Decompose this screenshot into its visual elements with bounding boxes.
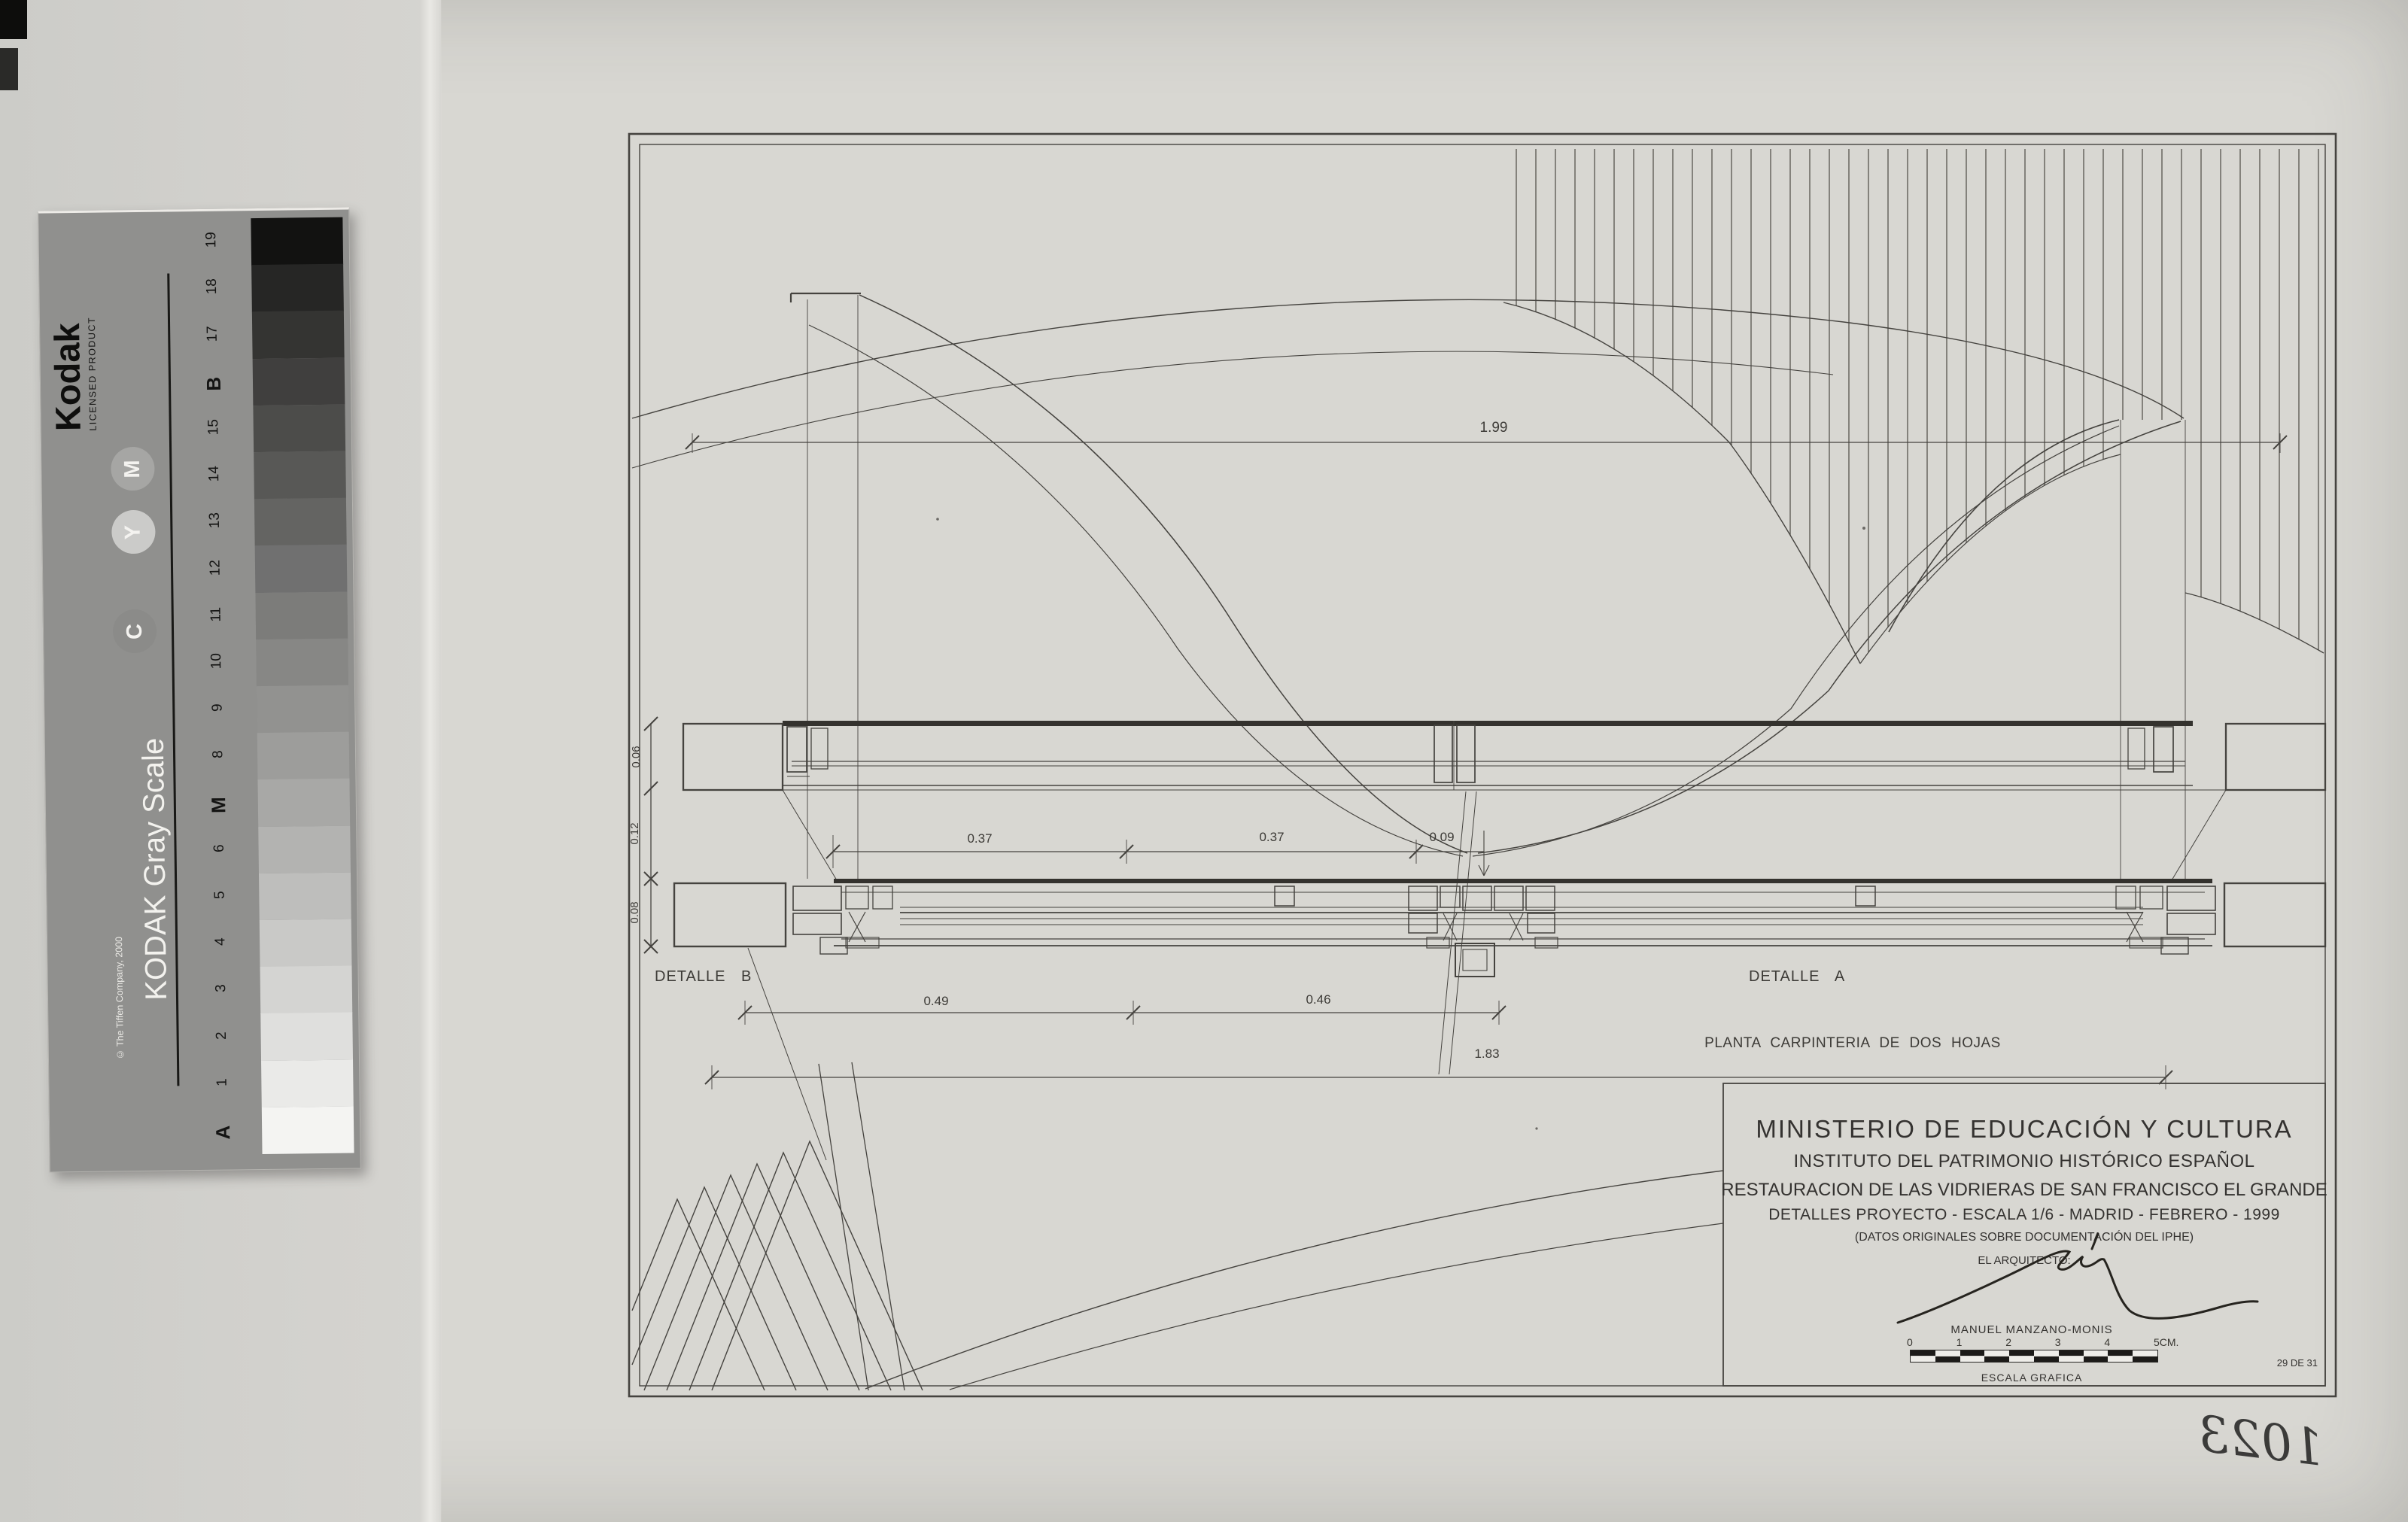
- dim-depth-top: 0.06: [630, 746, 643, 768]
- step-label-4: 4: [212, 937, 229, 946]
- scale-tick-5: 5CM.: [2154, 1336, 2179, 1348]
- scale-cell: [2133, 1350, 2157, 1356]
- label-detalle-a: DETALLE A: [1749, 968, 1846, 985]
- step-label-13: 13: [207, 512, 223, 529]
- dim-leaf-right: 0.46: [1306, 992, 1331, 1007]
- kodak-brand-logo: Kodak: [47, 323, 88, 432]
- label-plan-caption: PLANTA CARPINTERIA DE DOS HOJAS: [1704, 1035, 2001, 1051]
- dim-leaf-left: 0.49: [923, 994, 949, 1008]
- gray-scale-title: KODAK Gray Scale: [136, 737, 174, 1001]
- pier-moulding-chevrons: [632, 948, 923, 1390]
- step-label-15: 15: [205, 418, 222, 436]
- step-label-M: M: [207, 796, 230, 813]
- scale-cell: [1960, 1356, 1985, 1362]
- scale-tick-3: 3: [2054, 1336, 2061, 1348]
- architect-label: EL ARQUITECTO:: [1978, 1254, 2071, 1267]
- scale-cell: [1935, 1350, 1960, 1356]
- dim-center-gap: 0.09: [1429, 830, 1455, 844]
- label-detalle-b: DETALLE B: [655, 968, 752, 985]
- scale-cell: [1960, 1350, 1985, 1356]
- step-label-12: 12: [207, 559, 224, 576]
- graphic-scale-bar: [1907, 1336, 2179, 1383]
- dim-depth-bottom: 0.08: [628, 901, 641, 924]
- copyright-text: © The Tiffen Company, 2000: [113, 936, 126, 1060]
- scale-cell: [1935, 1356, 1960, 1362]
- handwritten-archive-number: 1023: [2194, 1404, 2327, 1478]
- dim-glass-right: 0.37: [1259, 830, 1285, 844]
- scale-tick-0: 0: [1907, 1336, 1913, 1348]
- scale-cell: [2009, 1356, 2034, 1362]
- ink-circle-Y: Y: [111, 510, 156, 554]
- title-institute: INSTITUTO DEL PATRIMONIO HISTÓRICO ESPAÑOL: [1793, 1151, 2255, 1171]
- step-label-9: 9: [209, 703, 226, 712]
- step-label-A: A: [211, 1125, 234, 1140]
- sheet-number: 29 DE 31: [2276, 1357, 2318, 1369]
- step-label-3: 3: [212, 984, 229, 993]
- scale-caption: ESCALA GRAFICA: [1981, 1372, 2083, 1384]
- dim-overall-width: 1.99: [1479, 420, 1508, 436]
- vault-hatch-area: [1503, 149, 2324, 664]
- scale-cell: [2009, 1350, 2034, 1356]
- scale-bar-cells: [1910, 1350, 2158, 1363]
- scale-tick-1: 1: [1956, 1336, 1963, 1348]
- scale-cell: [2084, 1356, 2109, 1362]
- step-label-14: 14: [206, 466, 223, 482]
- carpentry-plan: [674, 879, 2325, 977]
- dim-depth-mid: 0.12: [628, 822, 641, 845]
- ink-circle-C: C: [113, 609, 157, 654]
- scale-cell: [2059, 1350, 2084, 1356]
- scale-tick-2: 2: [2005, 1336, 2011, 1348]
- scale-cell: [2084, 1350, 2109, 1356]
- scale-cell: [2108, 1350, 2133, 1356]
- head-section: [683, 721, 2325, 880]
- scale-cell: [1911, 1350, 1935, 1356]
- architect-name: MANUEL MANZANO-MONIS: [1950, 1323, 2113, 1336]
- scale-cell: [2108, 1356, 2133, 1362]
- scale-cell: [2034, 1350, 2059, 1356]
- step-label-B: B: [202, 376, 225, 391]
- kodak-licensed-text: LICENSED PRODUCT: [86, 316, 99, 431]
- scale-cell: [1984, 1356, 2009, 1362]
- step-label-11: 11: [208, 606, 224, 622]
- step-label-5: 5: [211, 891, 228, 900]
- step-label-19: 19: [203, 232, 220, 248]
- ink-circle-M: M: [111, 447, 155, 491]
- scale-cell: [2059, 1356, 2084, 1362]
- scale-tick-4: 4: [2104, 1336, 2111, 1348]
- step-label-10: 10: [208, 652, 225, 670]
- step-label-2: 2: [213, 1031, 230, 1040]
- step-label-6: 6: [211, 843, 227, 852]
- step-label-18: 18: [204, 278, 220, 295]
- scale-cell: [2133, 1356, 2157, 1362]
- dim-glass-left: 0.37: [967, 831, 993, 846]
- title-project: RESTAURACION DE LAS VIDRIERAS DE SAN FRANCISCO EL GRANDE: [1721, 1180, 2327, 1200]
- scale-cell: [1984, 1350, 2009, 1356]
- step-label-1: 1: [214, 1077, 230, 1086]
- scale-cell: [1911, 1356, 1935, 1362]
- architect-signature: [1898, 1251, 2258, 1323]
- dim-total-carpentry: 1.83: [1474, 1047, 1500, 1061]
- title-ministry: MINISTERIO DE EDUCACIÓN Y CULTURA: [1756, 1115, 2293, 1143]
- step-label-17: 17: [205, 325, 221, 342]
- step-label-8: 8: [209, 750, 227, 759]
- title-details: DETALLES PROYECTO - ESCALA 1/6 - MADRID - FEBRERO - 1999: [1768, 1206, 2280, 1223]
- scale-cell: [2034, 1356, 2059, 1362]
- title-source-note: (DATOS ORIGINALES SOBRE DOCUMENTACIÓN DEL IPHE): [1854, 1231, 2194, 1244]
